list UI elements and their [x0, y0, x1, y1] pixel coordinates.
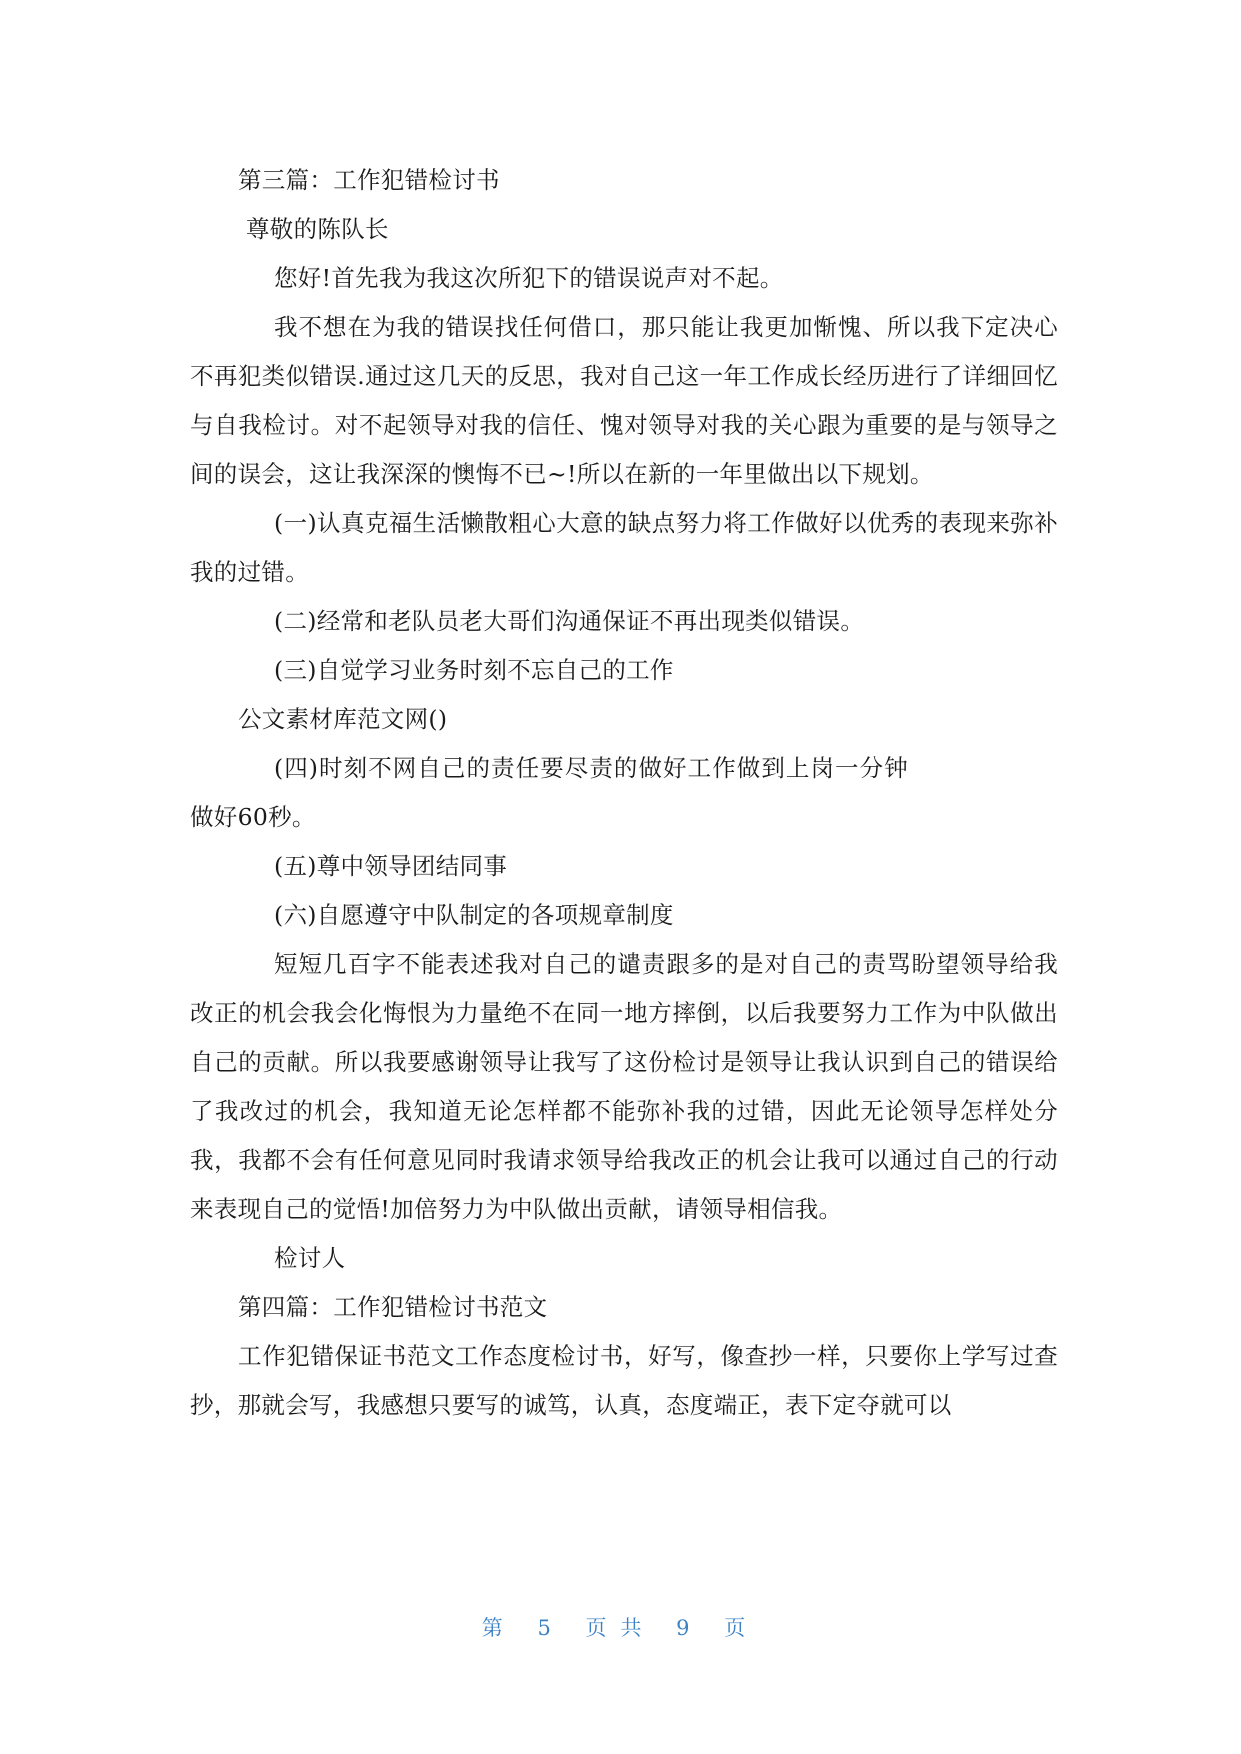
greeting: 您好!首先我为我这次所犯下的错误说声对不起。 [274, 264, 784, 292]
list-item-4: (四)时刻不网自己的责任要尽责的做好工作做到上岗一分钟做好60秒。 [190, 754, 908, 831]
list-item-6: (六)自愿遵守中队制定的各项规章制度 [274, 901, 674, 929]
list-item-1: (一)认真克福生活懒散粗心大意的缺点努力将工作做好以优秀的表现来弥补我的过错。 [190, 509, 1058, 586]
document-body [190, 156, 1058, 1430]
paragraph-2: 短短几百字不能表述我对自己的谴责跟多的是对自己的责骂盼望领导给我改正的机会我会化悔恨为力量绝不在同一地方摔倒，以后我要努力工作为中队做出自己的贡献。所以我要感谢领导让我写了这份检讨是领导让我认识到自己的错误给了我改过的机会，我知道无论怎样都不能弥补我的过错，因此无论领导怎样处分我，我都不会有任何意见同时我请求领导给我改正的机会让我可以通过自己的行动来表现自己的觉悟!加倍努力为中队做出贡献，请领导相信我。 [190, 950, 1058, 1223]
page-indicator: 第 5 页共 9 页 [481, 1616, 760, 1640]
signature: 检讨人 [274, 1244, 346, 1272]
source-note: 公文素材库范文网() [238, 705, 448, 733]
list-item-5: (五)尊中领导团结同事 [274, 852, 508, 880]
section-heading-4: 第四篇：工作犯错检讨书范文 [238, 1293, 548, 1321]
salutation: 尊敬的陈队长 [246, 215, 389, 243]
page-footer [0, 1612, 1241, 1642]
list-item-3: (三)自觉学习业务时刻不忘自己的工作 [274, 656, 674, 684]
paragraph-1: 我不想在为我的错误找任何借口，那只能让我更加惭愧、所以我下定决心不再犯类似错误.通过这几天的反思，我对自己这一年工作成长经历进行了详细回忆与自我检讨。对不起领导对我的信任、愧对领导对我的关心跟为重要的是与领导之间的误会，这让我深深的懊悔不已~!所以在新的一年里做出以下规划。 [190, 313, 1058, 488]
section-heading-3: 第三篇：工作犯错检讨书 [238, 166, 500, 194]
list-item-2: (二)经常和老队员老大哥们沟通保证不再出现类似错误。 [274, 607, 865, 635]
paragraph-3: 工作犯错保证书范文工作态度检讨书，好写，像查抄一样，只要你上学写过查抄，那就会写，我感想只要写的诚笃，认真，态度端正，表下定夺就可以 [190, 1342, 1058, 1419]
